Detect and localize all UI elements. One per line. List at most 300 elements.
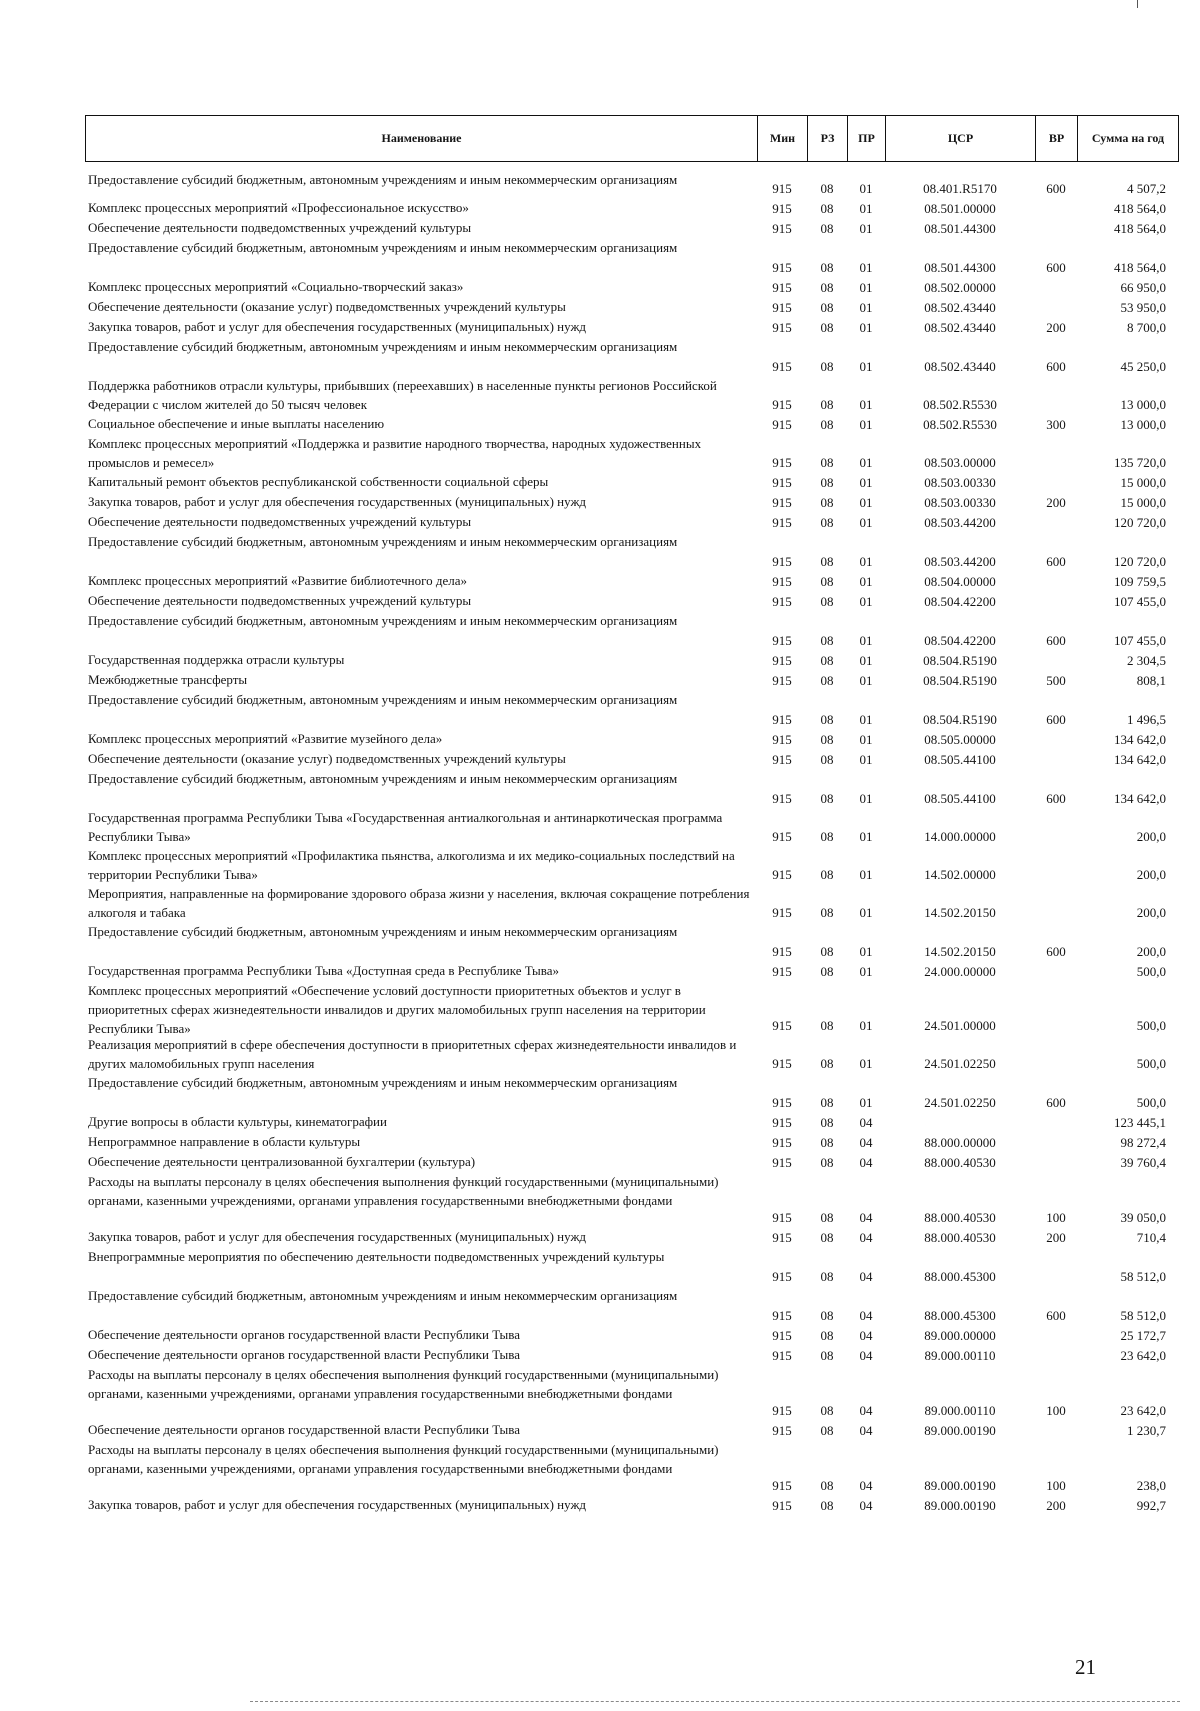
row-vr: 600: [1046, 181, 1066, 196]
row-name: Предоставление субсидий бюджетным, автономным учреждениям и иным некоммерческим организациям: [88, 924, 678, 939]
row-name: Расходы на выплаты персоналу в целях обеспечения выполнения функций государственными (муниципальными) органами, казенными учреждениями, органами управления государственными внебюджетными фондами: [88, 1174, 719, 1208]
row-csr: 88.000.45300: [924, 1308, 996, 1323]
row-csr: 14.502.00000: [924, 867, 996, 882]
row-csr: 89.000.00110: [924, 1348, 996, 1363]
row-min: 915: [772, 455, 792, 470]
row-rz: 08: [820, 417, 834, 432]
row-min: 915: [772, 944, 792, 959]
row-name: Обеспечение деятельности органов государственной власти Республики Тыва: [88, 1422, 520, 1437]
row-rz: 08: [820, 712, 834, 727]
row-rz: 08: [820, 554, 834, 569]
row-pr: 04: [859, 1403, 873, 1418]
table-row: [85, 472, 1178, 492]
table-row: [85, 981, 1178, 1035]
table-row: [85, 1345, 1178, 1365]
row-min: 915: [772, 515, 792, 530]
row-min: 915: [772, 300, 792, 315]
row-sum: 109 759,5: [1114, 574, 1166, 589]
row-sum: 13 000,0: [1120, 417, 1166, 432]
row-pr: 01: [859, 673, 873, 688]
row-name: Комплекс процессных мероприятий «Профессиональное искусство»: [88, 200, 469, 215]
table-row: [85, 1073, 1178, 1112]
row-rz: 08: [820, 455, 834, 470]
row-name: Комплекс процессных мероприятий «Социально-творческий заказ»: [88, 279, 464, 294]
row-pr: 04: [859, 1115, 873, 1130]
table-row: [85, 1325, 1178, 1345]
row-pr: 01: [859, 944, 873, 959]
row-csr: 08.502.R5530: [923, 417, 997, 432]
row-rz: 08: [820, 732, 834, 747]
row-sum: 58 512,0: [1120, 1269, 1166, 1284]
row-sum: 992,7: [1136, 1498, 1166, 1513]
row-sum: 98 272,4: [1120, 1135, 1166, 1150]
row-sum: 418 564,0: [1114, 260, 1166, 275]
row-rz: 08: [820, 1348, 834, 1363]
row-name: Обеспечение деятельности (оказание услуг) подведомственных учреждений культуры: [88, 751, 566, 766]
row-min: 915: [772, 201, 792, 216]
row-sum: 23 642,0: [1120, 1403, 1166, 1418]
table-row: [85, 961, 1178, 981]
row-sum: 135 720,0: [1114, 455, 1166, 470]
row-sum: 23 642,0: [1120, 1348, 1166, 1363]
row-pr: 04: [859, 1135, 873, 1150]
row-sum: 107 455,0: [1114, 594, 1166, 609]
row-name: Закупка товаров, работ и услуг для обеспечения государственных (муниципальных) нужд: [88, 319, 587, 334]
table-row: [85, 218, 1178, 238]
row-name: Комплекс процессных мероприятий «Развитие библиотечного дела»: [88, 573, 467, 588]
row-name: Государственная программа Республики Тыва «Доступная среда в Республике Тыва»: [88, 963, 559, 978]
row-rz: 08: [820, 1056, 834, 1071]
row-pr: 01: [859, 964, 873, 979]
row-pr: 04: [859, 1423, 873, 1438]
row-rz: 08: [820, 829, 834, 844]
row-rz: 08: [820, 221, 834, 236]
row-rz: 08: [820, 320, 834, 335]
row-csr: 08.503.00330: [924, 475, 996, 490]
row-sum: 4 507,2: [1127, 181, 1166, 196]
table-row: [85, 729, 1178, 749]
row-name: Комплекс процессных мероприятий «Профилактика пьянства, алкоголизма и их медико-социальных последствий на территории Республики Тыва»: [88, 848, 735, 882]
row-sum: 39 050,0: [1120, 1210, 1166, 1225]
row-name: Комплекс процессных мероприятий «Развитие музейного дела»: [88, 731, 443, 746]
table-row: [85, 317, 1178, 337]
row-sum: 25 172,7: [1120, 1328, 1166, 1343]
table-row: [85, 1172, 1178, 1227]
row-pr: 01: [859, 495, 873, 510]
header-name: Наименование: [86, 116, 758, 162]
row-min: 915: [772, 752, 792, 767]
page-number: 21: [1075, 1655, 1096, 1679]
row-csr: 08.504.R5190: [923, 673, 997, 688]
row-sum: 134 642,0: [1114, 791, 1166, 806]
row-rz: 08: [820, 1135, 834, 1150]
table-row: [85, 198, 1178, 218]
row-name: Обеспечение деятельности органов государственной власти Республики Тыва: [88, 1327, 520, 1342]
row-name: Обеспечение деятельности подведомственных учреждений культуры: [88, 514, 472, 529]
row-csr: 88.000.00000: [924, 1135, 996, 1150]
row-pr: 01: [859, 320, 873, 335]
row-name: Обеспечение деятельности централизованной бухгалтерии (культура): [88, 1154, 476, 1169]
row-csr: 24.501.02250: [924, 1056, 996, 1071]
row-min: 915: [772, 1269, 792, 1284]
row-sum: 58 512,0: [1120, 1308, 1166, 1323]
row-name: Комплекс процессных мероприятий «Обеспечение условий доступности приоритетных объектов и услуг в приоритетных сферах жизнедеятельности инвалидов и других маломобильных групп населения на территории Республики Тыва»: [88, 983, 706, 1036]
row-pr: 01: [859, 1018, 873, 1033]
row-sum: 120 720,0: [1114, 554, 1166, 569]
row-csr: 08.504.42200: [924, 594, 996, 609]
row-rz: 08: [820, 791, 834, 806]
row-pr: 01: [859, 633, 873, 648]
row-csr: 08.502.43440: [924, 300, 996, 315]
table-row: [85, 650, 1178, 670]
row-csr: 08.502.43440: [924, 320, 996, 335]
row-sum: 200,0: [1136, 944, 1166, 959]
row-vr: 100: [1046, 1403, 1066, 1418]
row-sum: 418 564,0: [1114, 201, 1166, 216]
row-csr: 89.000.00000: [924, 1328, 996, 1343]
row-name: Государственная поддержка отрасли культуры: [88, 652, 345, 667]
table-header: [85, 115, 1179, 162]
row-sum: 500,0: [1136, 964, 1166, 979]
row-sum: 2 304,5: [1127, 653, 1166, 668]
row-pr: 01: [859, 594, 873, 609]
row-sum: 200,0: [1136, 829, 1166, 844]
row-min: 915: [772, 320, 792, 335]
row-rz: 08: [820, 280, 834, 295]
row-csr: 08.503.44200: [924, 554, 996, 569]
row-pr: 01: [859, 417, 873, 432]
table-row: [85, 808, 1178, 846]
row-rz: 08: [820, 574, 834, 589]
row-name: Обеспечение деятельности подведомственных учреждений культуры: [88, 220, 472, 235]
row-csr: 24.501.00000: [924, 1018, 996, 1033]
row-min: 915: [772, 554, 792, 569]
row-pr: 01: [859, 574, 873, 589]
row-name: Предоставление субсидий бюджетным, автономным учреждениям и иным некоммерческим организациям: [88, 534, 678, 549]
header-pr: ПР: [848, 116, 886, 162]
table-row: [85, 376, 1178, 414]
header-csr: ЦСР: [886, 116, 1036, 162]
row-rz: 08: [820, 1210, 834, 1225]
row-min: 915: [772, 653, 792, 668]
row-name: Обеспечение деятельности подведомственных учреждений культуры: [88, 593, 472, 608]
row-name: Непрограммное направление в области культуры: [88, 1134, 361, 1149]
row-sum: 45 250,0: [1120, 359, 1166, 374]
table-row: [85, 1152, 1178, 1172]
row-sum: 13 000,0: [1120, 397, 1166, 412]
row-sum: 107 455,0: [1114, 633, 1166, 648]
row-rz: 08: [820, 397, 834, 412]
row-rz: 08: [820, 201, 834, 216]
row-min: 915: [772, 905, 792, 920]
row-pr: 01: [859, 181, 873, 196]
row-min: 915: [772, 791, 792, 806]
table-row: [85, 434, 1178, 472]
row-min: 915: [772, 1095, 792, 1110]
row-rz: 08: [820, 964, 834, 979]
row-name: Реализация мероприятий в сфере обеспечения доступности в приоритетных сферах жизнедеятельности инвалидов и других маломобильных групп населения: [88, 1037, 737, 1071]
row-name: Поддержка работников отрасли культуры, прибывших (переехавших) в населенные пункты регионов Российской Федерации с числом жителей до 50 тысяч человек: [88, 378, 717, 412]
row-csr: 08.504.42200: [924, 633, 996, 648]
row-name: Расходы на выплаты персоналу в целях обеспечения выполнения функций государственными (муниципальными) органами, казенными учреждениями, органами управления государственными внебюджетными фондами: [88, 1442, 719, 1476]
row-min: 915: [772, 594, 792, 609]
table-row: [85, 492, 1178, 512]
row-min: 915: [772, 1308, 792, 1323]
table-row: [85, 884, 1178, 922]
row-csr: 14.502.20150: [924, 905, 996, 920]
table-row: [85, 690, 1178, 729]
row-vr: 600: [1046, 260, 1066, 275]
row-name: Предоставление субсидий бюджетным, автономным учреждениям и иным некоммерческим организациям: [88, 240, 678, 255]
row-rz: 08: [820, 359, 834, 374]
row-min: 915: [772, 964, 792, 979]
row-pr: 04: [859, 1348, 873, 1363]
row-pr: 01: [859, 515, 873, 530]
table-body: [85, 170, 1178, 1515]
row-pr: 01: [859, 732, 873, 747]
row-pr: 01: [859, 905, 873, 920]
row-min: 915: [772, 1348, 792, 1363]
row-sum: 53 950,0: [1120, 300, 1166, 315]
scan-mark: [1137, 0, 1138, 8]
row-min: 915: [772, 1423, 792, 1438]
row-pr: 04: [859, 1308, 873, 1323]
row-csr: 88.000.40530: [924, 1210, 996, 1225]
row-pr: 04: [859, 1155, 873, 1170]
row-name: Предоставление субсидий бюджетным, автономным учреждениям и иным некоммерческим организациям: [88, 339, 678, 354]
table-row: [85, 571, 1178, 591]
row-min: 915: [772, 574, 792, 589]
table-row: [85, 769, 1178, 808]
row-vr: 600: [1046, 791, 1066, 806]
row-rz: 08: [820, 1095, 834, 1110]
table-row: [85, 670, 1178, 690]
row-rz: 08: [820, 300, 834, 315]
row-csr: 14.502.20150: [924, 944, 996, 959]
row-sum: 15 000,0: [1120, 475, 1166, 490]
row-name: Социальное обеспечение и иные выплаты населению: [88, 416, 385, 431]
row-csr: 08.504.R5190: [923, 653, 997, 668]
row-sum: 200,0: [1136, 905, 1166, 920]
row-csr: 08.503.00330: [924, 495, 996, 510]
row-name: Закупка товаров, работ и услуг для обеспечения государственных (муниципальных) нужд: [88, 1497, 587, 1512]
row-csr: 08.501.44300: [924, 260, 996, 275]
row-csr: 08.502.43440: [924, 359, 996, 374]
table-row: [85, 846, 1178, 884]
table-row: [85, 1112, 1178, 1132]
table-row: [85, 922, 1178, 961]
row-min: 915: [772, 829, 792, 844]
row-vr: 300: [1046, 417, 1066, 432]
row-rz: 08: [820, 1018, 834, 1033]
table-row: [85, 1035, 1178, 1073]
row-pr: 01: [859, 475, 873, 490]
row-name: Расходы на выплаты персоналу в целях обеспечения выполнения функций государственными (муниципальными) органами, казенными учреждениями, органами управления государственными внебюджетными фондами: [88, 1367, 719, 1401]
row-min: 915: [772, 1115, 792, 1130]
row-vr: 100: [1046, 1478, 1066, 1493]
row-rz: 08: [820, 1478, 834, 1493]
row-pr: 01: [859, 359, 873, 374]
row-vr: 200: [1046, 1230, 1066, 1245]
row-csr: 24.501.02250: [924, 1095, 996, 1110]
table-row: [85, 591, 1178, 611]
row-pr: 01: [859, 554, 873, 569]
row-pr: 04: [859, 1269, 873, 1284]
table-row: [85, 277, 1178, 297]
row-sum: 134 642,0: [1114, 732, 1166, 747]
table-row: [85, 1495, 1178, 1515]
row-min: 915: [772, 1498, 792, 1513]
header-rz: РЗ: [808, 116, 848, 162]
table-row: [85, 238, 1178, 277]
bottom-divider: [250, 1701, 1180, 1702]
row-min: 915: [772, 712, 792, 727]
row-pr: 01: [859, 300, 873, 315]
row-pr: 01: [859, 829, 873, 844]
row-rz: 08: [820, 1498, 834, 1513]
table-row: [85, 337, 1178, 376]
row-rz: 08: [820, 1155, 834, 1170]
row-min: 915: [772, 1230, 792, 1245]
row-vr: 600: [1046, 712, 1066, 727]
row-pr: 01: [859, 791, 873, 806]
row-sum: 15 000,0: [1120, 495, 1166, 510]
row-rz: 08: [820, 181, 834, 196]
row-name: Предоставление субсидий бюджетным, автономным учреждениям и иным некоммерческим организациям: [88, 172, 678, 187]
row-sum: 500,0: [1136, 1056, 1166, 1071]
row-rz: 08: [820, 1328, 834, 1343]
row-name: Закупка товаров, работ и услуг для обеспечения государственных (муниципальных) нужд: [88, 494, 587, 509]
row-sum: 500,0: [1136, 1095, 1166, 1110]
row-csr: 89.000.00190: [924, 1478, 996, 1493]
row-csr: 08.505.44100: [924, 791, 996, 806]
row-name: Комплекс процессных мероприятий «Поддержка и развитие народного творчества, народных художественных промыслов и ремесел»: [88, 436, 702, 470]
row-min: 915: [772, 221, 792, 236]
row-name: Предоставление субсидий бюджетным, автономным учреждениям и иным некоммерческим организациям: [88, 771, 678, 786]
table-row: [85, 1286, 1178, 1325]
row-sum: 500,0: [1136, 1018, 1166, 1033]
row-csr: 89.000.00190: [924, 1423, 996, 1438]
row-min: 915: [772, 633, 792, 648]
row-name: Мероприятия, направленные на формирование здорового образа жизни у населения, включая сокращение потребления алкоголя и табака: [88, 886, 750, 920]
row-pr: 01: [859, 712, 873, 727]
row-vr: 600: [1046, 554, 1066, 569]
row-rz: 08: [820, 1115, 834, 1130]
row-pr: 01: [859, 455, 873, 470]
row-pr: 04: [859, 1328, 873, 1343]
row-sum: 8 700,0: [1127, 320, 1166, 335]
row-pr: 01: [859, 280, 873, 295]
row-name: Предоставление субсидий бюджетным, автономным учреждениям и иным некоммерческим организациям: [88, 1288, 678, 1303]
row-min: 915: [772, 475, 792, 490]
row-min: 915: [772, 181, 792, 196]
row-min: 915: [772, 673, 792, 688]
row-min: 915: [772, 417, 792, 432]
row-rz: 08: [820, 1269, 834, 1284]
row-rz: 08: [820, 673, 834, 688]
row-vr: 200: [1046, 495, 1066, 510]
row-rz: 08: [820, 1403, 834, 1418]
row-csr: 89.000.00110: [924, 1403, 996, 1418]
row-name: Внепрограммные мероприятия по обеспечению деятельности подведомственных учреждений культуры: [88, 1249, 665, 1264]
row-pr: 01: [859, 653, 873, 668]
row-rz: 08: [820, 515, 834, 530]
row-csr: 08.503.00000: [924, 455, 996, 470]
row-sum: 134 642,0: [1114, 752, 1166, 767]
row-vr: 600: [1046, 359, 1066, 374]
row-csr: 14.000.00000: [924, 829, 996, 844]
row-sum: 120 720,0: [1114, 515, 1166, 530]
row-min: 915: [772, 495, 792, 510]
row-pr: 01: [859, 867, 873, 882]
header-sum: Сумма на год: [1078, 116, 1179, 162]
row-sum: 1 496,5: [1127, 712, 1166, 727]
row-pr: 01: [859, 221, 873, 236]
row-csr: 08.501.00000: [924, 201, 996, 216]
row-csr: 08.401.R5170: [923, 181, 997, 196]
row-rz: 08: [820, 1308, 834, 1323]
row-min: 915: [772, 1403, 792, 1418]
row-rz: 08: [820, 495, 834, 510]
row-rz: 08: [820, 653, 834, 668]
header-min: Мин: [758, 116, 808, 162]
row-name: Государственная программа Республики Тыва «Государственная антиалкогольная и антинаркотическая программа Республики Тыва»: [88, 810, 723, 844]
row-pr: 01: [859, 397, 873, 412]
header-vr: ВР: [1036, 116, 1078, 162]
row-min: 915: [772, 1018, 792, 1033]
row-min: 915: [772, 1210, 792, 1225]
row-name: Обеспечение деятельности (оказание услуг) подведомственных учреждений культуры: [88, 299, 566, 314]
row-name: Предоставление субсидий бюджетным, автономным учреждениям и иным некоммерческим организациям: [88, 692, 678, 707]
table-row: [85, 1132, 1178, 1152]
row-sum: 66 950,0: [1120, 280, 1166, 295]
row-rz: 08: [820, 752, 834, 767]
row-rz: 08: [820, 633, 834, 648]
row-name: Межбюджетные трансферты: [88, 672, 248, 687]
row-csr: 08.504.00000: [924, 574, 996, 589]
table-row: [85, 297, 1178, 317]
table-row: [85, 1365, 1178, 1420]
row-csr: 08.505.44100: [924, 752, 996, 767]
row-rz: 08: [820, 594, 834, 609]
row-min: 915: [772, 359, 792, 374]
row-csr: 08.502.00000: [924, 280, 996, 295]
row-csr: 08.505.00000: [924, 732, 996, 747]
table-row: [85, 512, 1178, 532]
row-name: Закупка товаров, работ и услуг для обеспечения государственных (муниципальных) нужд: [88, 1229, 587, 1244]
row-sum: 200,0: [1136, 867, 1166, 882]
row-rz: 08: [820, 260, 834, 275]
row-csr: 88.000.45300: [924, 1269, 996, 1284]
row-csr: 08.502.R5530: [923, 397, 997, 412]
table-row: [85, 749, 1178, 769]
row-sum: 1 230,7: [1127, 1423, 1166, 1438]
row-vr: 100: [1046, 1210, 1066, 1225]
row-min: 915: [772, 1478, 792, 1493]
row-name: Предоставление субсидий бюджетным, автономным учреждениям и иным некоммерческим организациям: [88, 1075, 678, 1090]
row-rz: 08: [820, 905, 834, 920]
row-vr: 600: [1046, 1095, 1066, 1110]
row-rz: 08: [820, 1230, 834, 1245]
row-min: 915: [772, 280, 792, 295]
row-csr: 08.504.R5190: [923, 712, 997, 727]
row-pr: 04: [859, 1210, 873, 1225]
row-name: Капитальный ремонт объектов республиканской собственности социальной сферы: [88, 474, 549, 489]
row-csr: 89.000.00190: [924, 1498, 996, 1513]
table-row: [85, 1440, 1178, 1495]
row-sum: 710,4: [1136, 1230, 1166, 1245]
table-row: [85, 414, 1178, 434]
